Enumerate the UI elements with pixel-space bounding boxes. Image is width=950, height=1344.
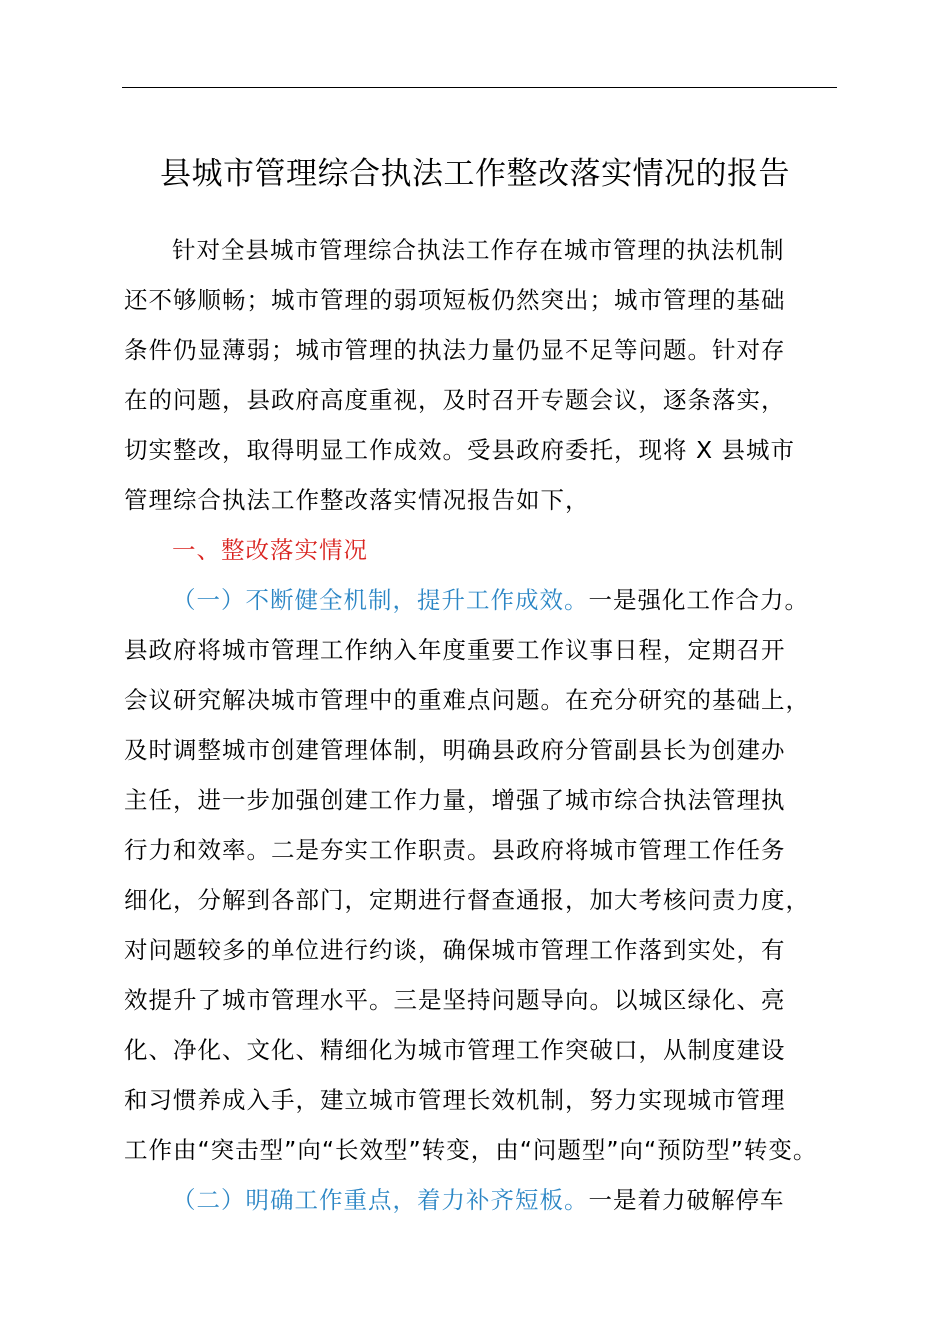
paragraph-text: 一是着力破解停车 [588,1186,785,1214]
subsection-first-line [124,575,840,625]
intro-line: 针对全县城市管理综合执法工作存在城市管理的执法机制 [172,236,785,264]
paragraph-line: 和习惯养成入手，建立城市管理长效机制，努力实现城市管理 [124,1086,786,1114]
intro-line: 在的问题，县政府高度重视，及时召开专题会议，逐条落实， [124,386,786,414]
paragraph-line: 县政府将城市管理工作纳入年度重要工作议事日程，定期召开 [124,636,786,664]
document-title: 县城市管理综合执法工作整改落实情况的报告 [160,156,790,192]
paragraph-line: 主任，进一步加强创建工作力量，增强了城市综合执法管理执 [124,786,786,814]
intro-line: 管理综合执法工作整改落实情况报告如下， [124,486,590,514]
paragraph-line: 对问题较多的单位进行约谈，确保城市管理工作落到实处，有 [124,936,786,964]
subsection-heading: （二）明确工作重点，着力补齐短板。 [172,1186,589,1214]
paragraph-line: 细化，分解到各部门，定期进行督查通报，加大考核问责力度， [124,886,810,914]
subsection-heading: （一）不断健全机制，提升工作成效。 [172,586,589,614]
paragraph-line: 及时调整城市创建管理体制，明确县政府分管副县长为创建办 [124,736,786,764]
paragraph-line: 化、净化、文化、精细化为城市管理工作突破口，从制度建设 [124,1036,786,1064]
paragraph-line: 效提升了城市管理水平。三是坚持问题导向。以城区绿化、亮 [124,986,786,1014]
paragraph-line: 会议研究解决城市管理中的重难点问题。在充分研究的基础上， [124,686,810,714]
intro-line: 切实整改，取得明显工作成效。受县政府委托，现将 X 县城市 [124,436,796,464]
paragraph-line: 工作由“突击型”向“长效型”转变，由“问题型”向“预防型”转变。 [124,1136,818,1164]
intro-line: 条件仍显薄弱；城市管理的执法力量仍显不足等问题。针对存 [124,336,786,364]
intro-line: 还不够顺畅；城市管理的弱项短板仍然突出；城市管理的基础 [124,286,786,314]
section-heading: 一、整改落实情况 [172,536,368,564]
header-rule [122,87,837,88]
subsection-first-line [124,1175,840,1225]
paragraph-text: 一是强化工作合力。 [588,586,809,614]
paragraph-line: 行力和效率。二是夯实工作职责。县政府将城市管理工作任务 [124,836,786,864]
document-body [124,225,840,1225]
